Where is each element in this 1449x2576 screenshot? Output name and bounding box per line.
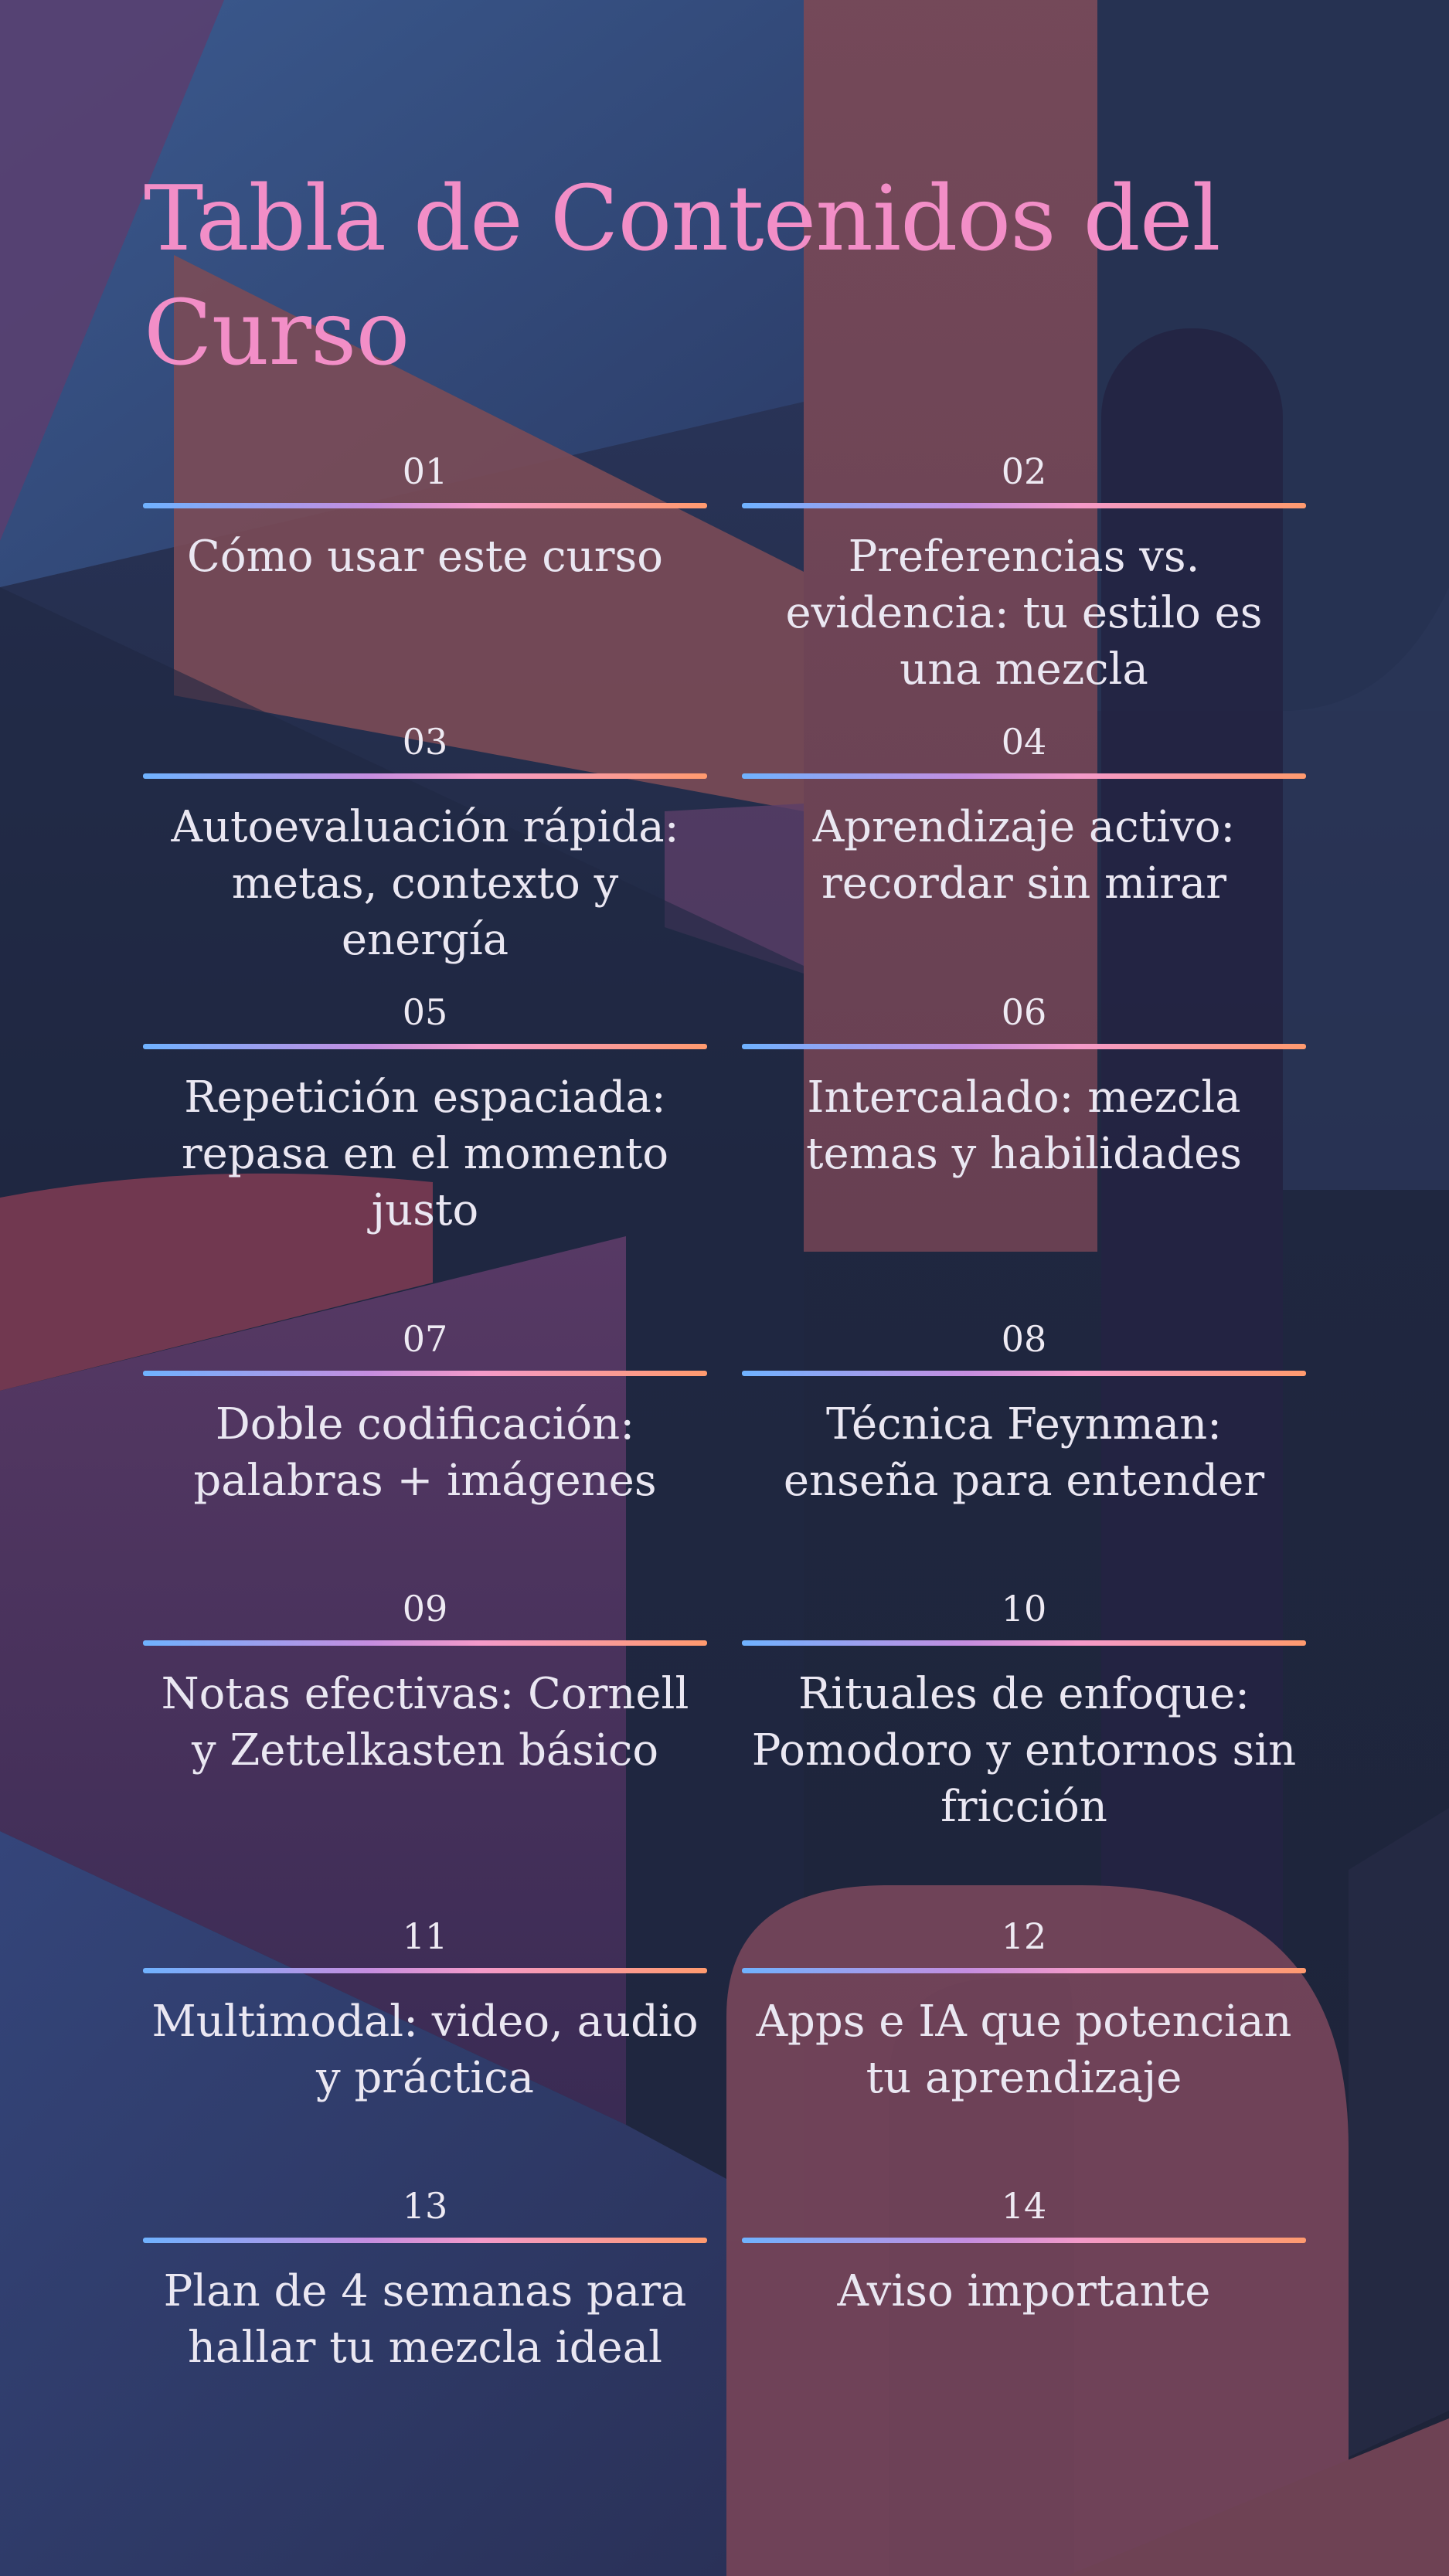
toc-item-14[interactable] bbox=[742, 2183, 1306, 2319]
toc-item-label: Aprendizaje activo: recordar sin mirar bbox=[812, 802, 1236, 909]
toc-divider bbox=[143, 2238, 707, 2243]
toc-item-label: Aviso importante bbox=[837, 2266, 1211, 2316]
toc-divider bbox=[742, 1371, 1306, 1376]
toc-divider bbox=[742, 503, 1306, 508]
toc-item-03[interactable] bbox=[143, 719, 707, 968]
toc-item-12[interactable] bbox=[742, 1913, 1306, 2106]
toc-divider bbox=[143, 1640, 707, 1646]
toc-item-number: 01 bbox=[402, 450, 448, 492]
toc-item-number: 03 bbox=[402, 721, 448, 763]
toc-divider bbox=[742, 773, 1306, 779]
toc-item-number: 13 bbox=[402, 2185, 448, 2227]
toc-item-label: Apps e IA que potencian tu aprendizaje bbox=[756, 1997, 1292, 2103]
toc-item-08[interactable] bbox=[742, 1316, 1306, 1509]
toc-item-02[interactable] bbox=[742, 448, 1306, 698]
toc-item-05[interactable] bbox=[143, 989, 707, 1239]
toc-item-label: Técnica Feynman: enseña para entender bbox=[783, 1399, 1265, 1506]
toc-divider bbox=[143, 1371, 707, 1376]
toc-item-label: Multimodal: video, audio y práctica bbox=[151, 1997, 699, 2103]
toc-divider bbox=[742, 1044, 1306, 1049]
toc-item-07[interactable] bbox=[143, 1316, 707, 1509]
toc-divider bbox=[143, 773, 707, 779]
toc-item-label: Cómo usar este curso bbox=[187, 532, 663, 582]
toc-divider bbox=[143, 1044, 707, 1049]
toc-item-number: 04 bbox=[1001, 721, 1047, 763]
toc-item-label: Autoevaluación rápida: metas, contexto y energía bbox=[171, 802, 679, 965]
toc-item-number: 08 bbox=[1001, 1318, 1047, 1360]
toc-item-number: 12 bbox=[1001, 1915, 1047, 1957]
toc-item-11[interactable] bbox=[143, 1913, 707, 2106]
toc-item-number: 09 bbox=[402, 1588, 448, 1630]
toc-item-01[interactable] bbox=[143, 448, 707, 585]
toc-item-number: 07 bbox=[402, 1318, 448, 1360]
toc-item-number: 02 bbox=[1001, 450, 1047, 492]
toc-divider bbox=[143, 503, 707, 508]
toc-item-label: Plan de 4 semanas para hallar tu mezcla ideal bbox=[163, 2266, 687, 2373]
toc-item-09[interactable] bbox=[143, 1585, 707, 1779]
toc-divider bbox=[742, 2238, 1306, 2243]
toc-item-10[interactable] bbox=[742, 1585, 1306, 1835]
toc-divider bbox=[143, 1968, 707, 1973]
toc-item-label: Intercalado: mezcla temas y habilidades bbox=[805, 1072, 1243, 1179]
page-title: Tabla de Contenidos del Curso bbox=[144, 167, 1220, 386]
toc-item-04[interactable] bbox=[742, 719, 1306, 912]
toc-item-label: Rituales de enfoque: Pomodoro y entornos sin fricción bbox=[751, 1669, 1297, 1832]
toc-item-number: 05 bbox=[402, 991, 448, 1033]
toc-item-number: 14 bbox=[1001, 2185, 1047, 2227]
toc-item-label: Notas efectivas: Cornell y Zettelkasten básico bbox=[161, 1669, 689, 1776]
toc-divider bbox=[742, 1640, 1306, 1646]
toc-item-number: 06 bbox=[1001, 991, 1047, 1033]
toc-item-label: Repetición espaciada: repasa en el momento justo bbox=[181, 1072, 669, 1235]
toc-divider bbox=[742, 1968, 1306, 1973]
toc-item-label: Preferencias vs. evidencia: tu estilo es una mezcla bbox=[785, 532, 1263, 695]
toc-item-number: 11 bbox=[402, 1915, 448, 1957]
toc-item-label: Doble codificación: palabras + imágenes bbox=[193, 1399, 657, 1506]
toc-item-13[interactable] bbox=[143, 2183, 707, 2376]
toc-item-number: 10 bbox=[1001, 1588, 1047, 1630]
toc-item-06[interactable] bbox=[742, 989, 1306, 1182]
